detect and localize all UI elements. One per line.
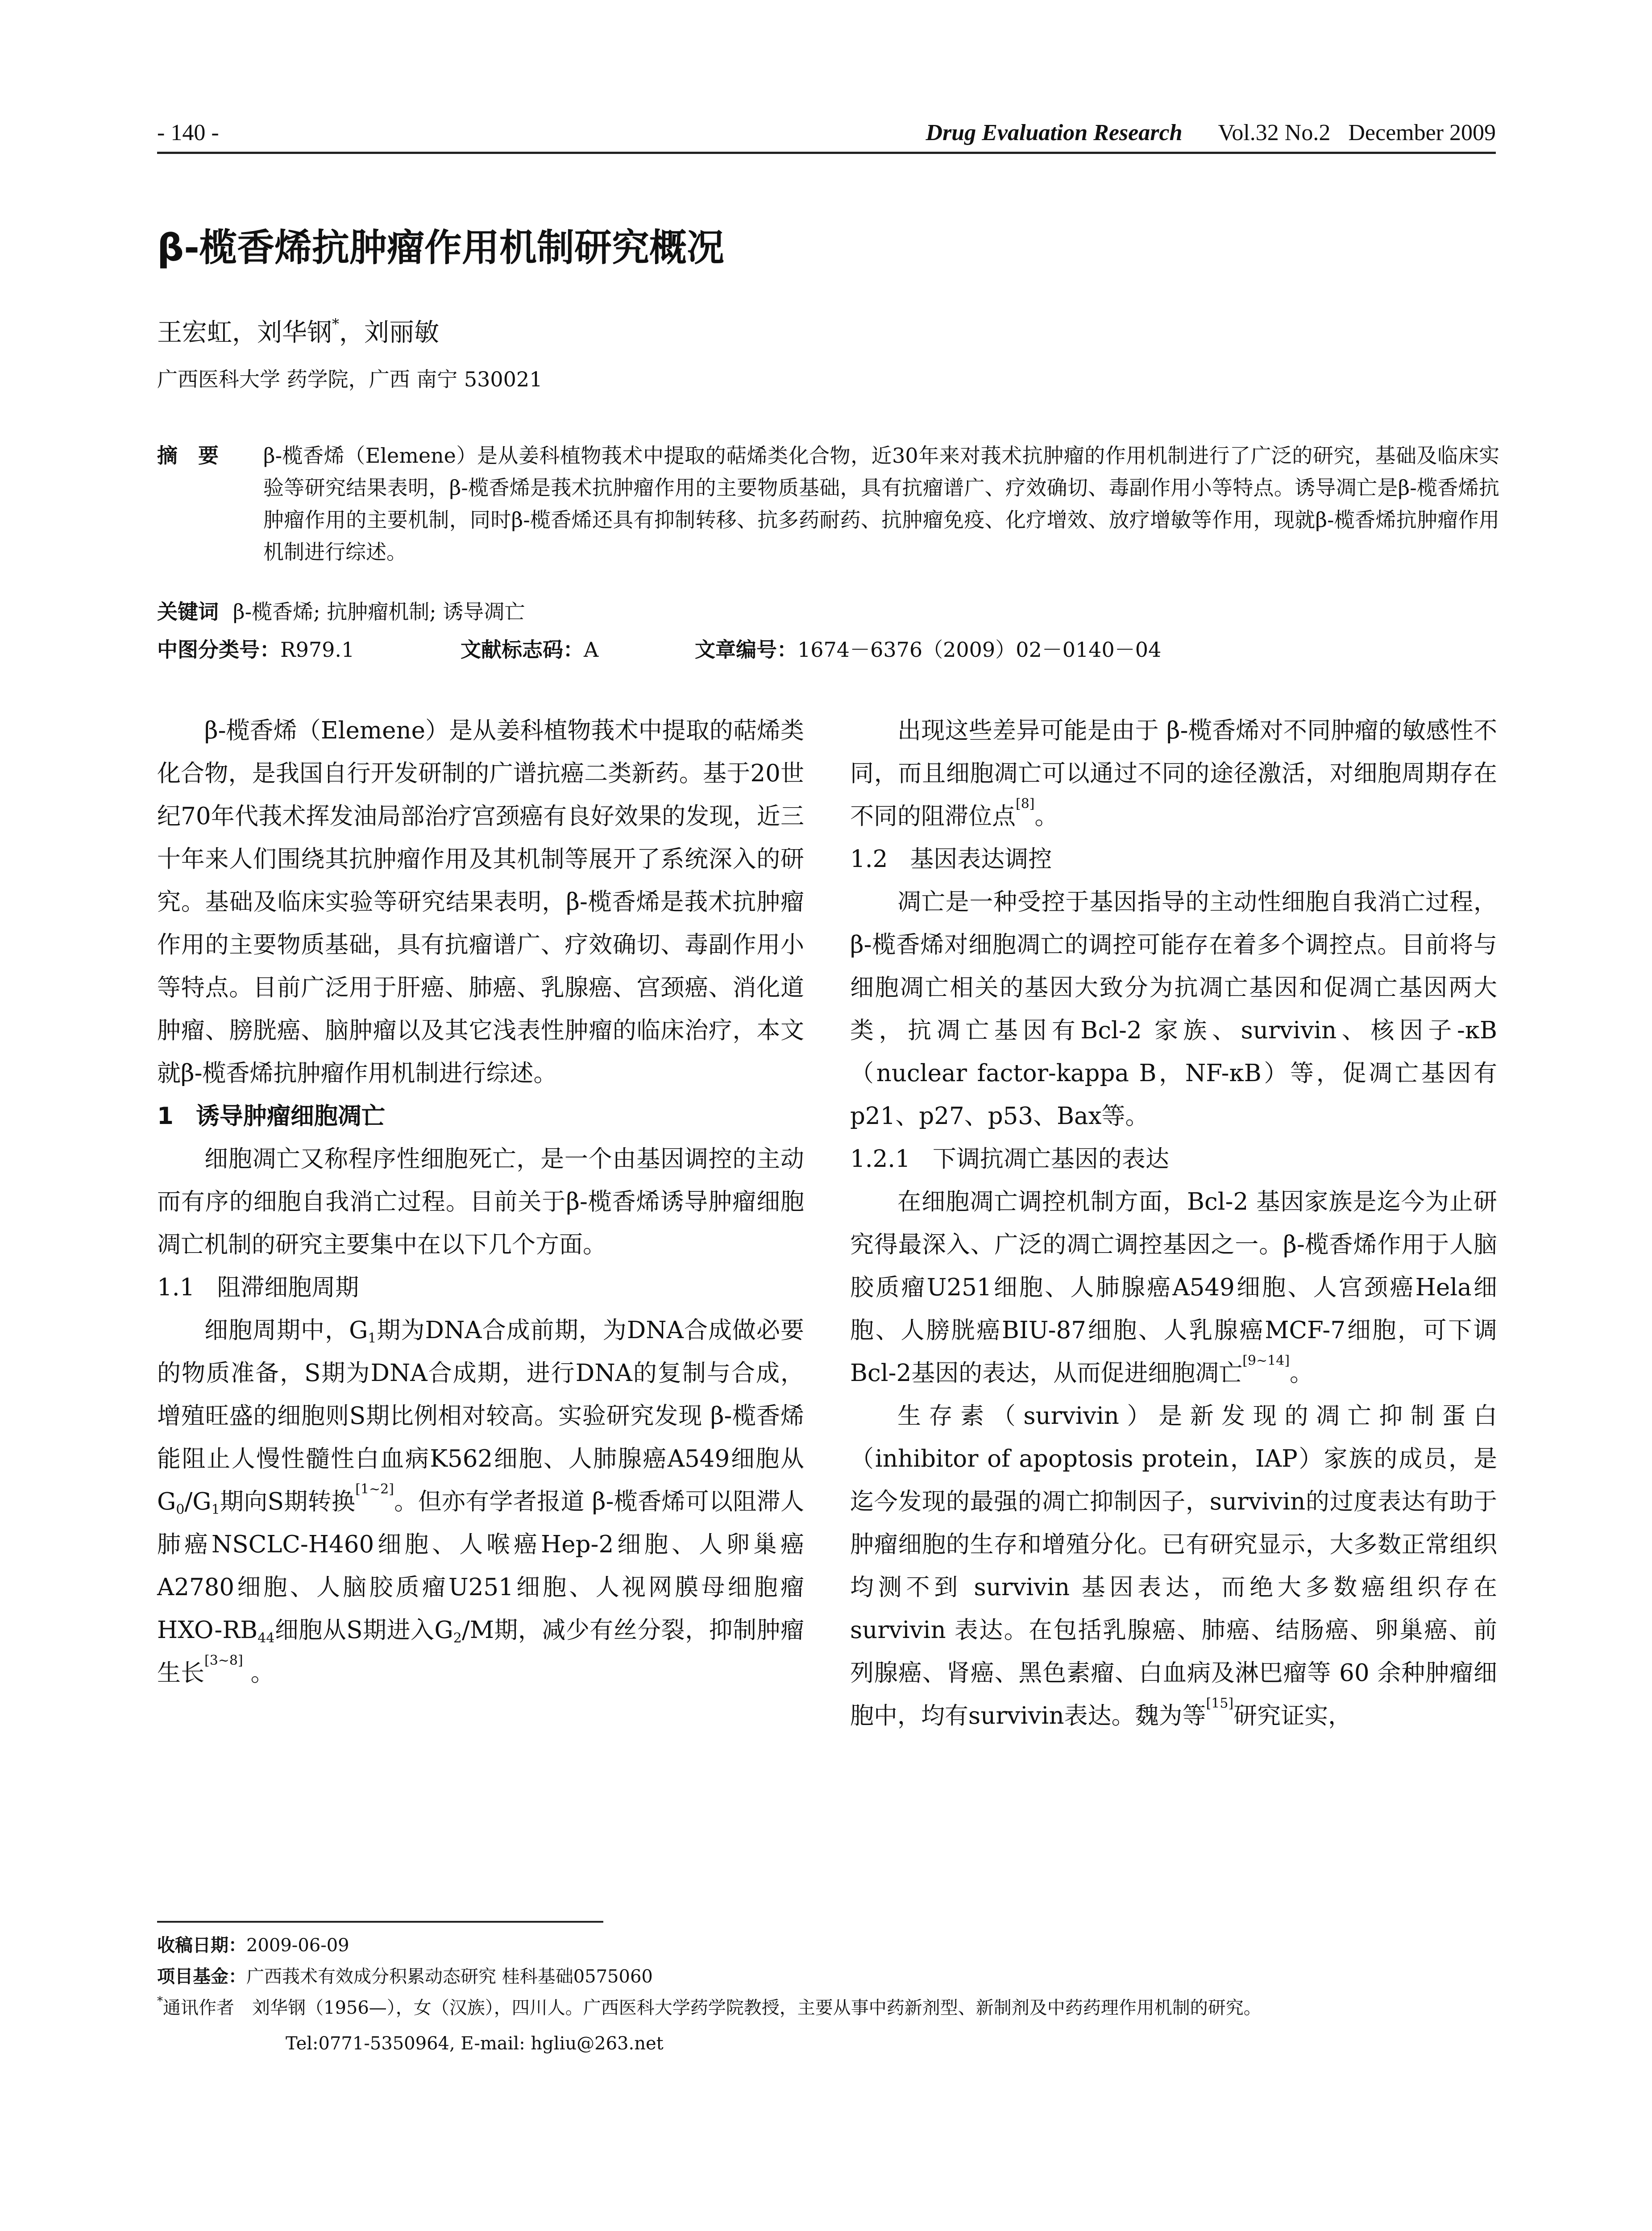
authors-rest: ，刘丽敏 — [339, 318, 439, 347]
page-number: - 140 - — [157, 120, 219, 145]
section-number: 1 — [157, 1103, 174, 1130]
text-run: 在细胞凋亡调控机制方面，Bcl-2 基因家族是迄今为止研究得最深入、广泛的凋亡调控基因之一。β-榄香烯作用于人脑胶质瘤U251细胞、人肺腺癌A549细胞、人宫颈癌Hela细胞、人膀胱癌BIU-87细胞、人乳腺癌MCF-7细胞，可下调Bcl-2基因的表达，从而促进细胞凋亡 — [850, 1188, 1497, 1387]
subsection-title: 阻滞细胞周期 — [217, 1274, 359, 1301]
body-column-left — [157, 709, 804, 1695]
art-value: 1674－6376（2009）02－0140－04 — [797, 638, 1162, 662]
subsection-number: 1.2 — [850, 846, 888, 873]
text-run: 出现这些差异可能是由于 β-榄香烯对不同肿瘤的敏感性不同，而且细胞凋亡可以通过不同的途径激活，对细胞周期存在不同的阻滞位点 — [850, 717, 1497, 830]
corresponding-mark: * — [157, 1995, 163, 2008]
cell-cycle-paragraph — [157, 1309, 804, 1695]
fund-label: 项目基金： — [157, 1966, 246, 1987]
subscript: 1 — [211, 1502, 220, 1518]
text-run: /M期，减少有丝分裂，抑制肿瘤生长 — [157, 1617, 805, 1687]
citation: [3~8] — [204, 1653, 243, 1668]
text-run: /G — [184, 1488, 212, 1515]
authors-primary: 王宏虹，刘华钢 — [157, 318, 332, 347]
header-rule — [157, 152, 1496, 154]
gene-regulation-paragraph: 凋亡是一种受控于基因指导的主动性细胞自我消亡过程，β-榄香烯对细胞凋亡的调控可能存在着多个调控点。目前将与细胞凋亡相关的基因大致分为抗凋亡基因和促凋亡基因两大类，抗凋亡基因有Bcl-2 家族、survivin、核因子-κB（nuclear factor-kappa B，NF-κB）等，促凋亡基因有p21、p27、p53、Bax等。 — [850, 888, 1497, 1130]
survivin-paragraph — [850, 1395, 1497, 1738]
fund-text: 广西莪术有效成分积累动态研究 桂科基础0575060 — [246, 1966, 653, 1987]
subsection-heading-1-1 — [157, 1266, 804, 1309]
subscript: 44 — [257, 1630, 275, 1646]
journal-date: December 2009 — [1348, 120, 1496, 145]
section-heading-1 — [157, 1095, 804, 1138]
journal-name: Drug Evaluation Research — [926, 120, 1183, 145]
subsection-title: 下调抗凋亡基因的表达 — [932, 1145, 1169, 1173]
clc-label: 中图分类号： — [157, 638, 280, 662]
footnote-contact: Tel:0771-5350964, E-mail: hgliu@263.net — [286, 2033, 664, 2054]
document-code — [461, 634, 598, 666]
text-run: 细胞从S期进入G — [274, 1617, 453, 1644]
subsection-title: 基因表达调控 — [910, 846, 1052, 873]
text-run: 期为DNA合成前期，为DNA合成做必要的物质准备，S期为DNA合成期，进行DNA的复制与合成，增殖旺盛的细胞则S期比例相对较高。实验研究发现 β-榄香烯能阻止人慢性髓性白血病K562细胞、人肺腺癌A549细胞从G — [157, 1317, 804, 1515]
keywords-text: β-榄香烯; 抗肿瘤机制; 诱导凋亡 — [233, 600, 525, 624]
subscript: 0 — [176, 1502, 185, 1518]
doc-value: A — [584, 638, 599, 662]
corresponding-mark: * — [332, 315, 339, 332]
text-run: 。但亦有学者报道 β-榄香烯可以阻滞人肺癌NSCLC-H460细胞、人喉癌Hep-2细胞、人卵巢癌A2780细胞、人脑胶质瘤U251细胞、人视网膜母细胞瘤HXO-RB — [157, 1488, 804, 1644]
article-number — [695, 634, 1161, 666]
subscript: 2 — [453, 1630, 462, 1646]
citation: [9~14] — [1242, 1353, 1290, 1368]
doc-label: 文献标志码： — [461, 638, 584, 662]
body-column-right — [850, 709, 1497, 1738]
text-run: 。 — [243, 1659, 274, 1687]
subsection-number: 1.1 — [157, 1274, 195, 1301]
corr-label: 通讯作者 — [163, 1998, 234, 2018]
subscript: 1 — [368, 1331, 377, 1346]
keywords — [157, 596, 525, 628]
text-run: 期向S期转换 — [220, 1488, 356, 1515]
footnote-received — [157, 1932, 349, 1959]
journal-info — [926, 120, 1496, 146]
differences-paragraph — [850, 709, 1497, 838]
affiliation: 广西医科大学 药学院，广西 南宁 530021 — [157, 367, 543, 391]
clc-number — [157, 634, 354, 666]
intro-paragraph: β-榄香烯（Elemene）是从姜科植物莪术中提取的萜烯类化合物，是我国自行开发研制的广谱抗癌二类新药。基于20世纪70年代莪术挥发油局部治疗宫颈癌有良好效果的发现，近三十年来人们围绕其抗肿瘤作用及其机制等展开了系统深入的研究。基础及临床实验等研究结果表明，β-榄香烯是莪术抗肿瘤作用的主要物质基础，具有抗瘤谱广、疗效确切、毒副作用小等特点。目前广泛用于肝癌、肺癌、乳腺癌、宫颈癌、消化道肿瘤、膀胱癌、脑肿瘤以及其它浅表性肿瘤的临床治疗，本文就β-榄香烯抗肿瘤作用机制进行综述。 — [157, 717, 804, 1087]
text-run: 。 — [1290, 1360, 1314, 1387]
text-run: 生存素（survivin）是新发现的凋亡抑制蛋白（inhibitor of apoptosis protein，IAP）家族的成员，是迄今发现的最强的凋亡抑制因子，survivin的过度表达有助于肿瘤细胞的生存和增殖分化。已有研究显示，大多数正常组织均测不到 survivin 基因表达，而绝大多数癌组织存在survivin 表达。在包括乳腺癌、肺癌、结肠癌、卵巢癌、前列腺癌、肾癌、黑色素瘤、白血病及淋巴瘤等 60 余种肿瘤细胞中，均有survivin表达。魏为等 — [850, 1402, 1497, 1729]
footnote-rule — [157, 1921, 603, 1923]
footnote-fund — [157, 1963, 653, 1990]
received-label: 收稿日期： — [157, 1935, 246, 1956]
section-title: 诱导肿瘤细胞凋亡 — [195, 1103, 385, 1130]
art-label: 文章编号： — [695, 638, 797, 662]
subsection-heading-1-2 — [850, 838, 1497, 881]
journal-volume: Vol.32 No.2 — [1218, 120, 1331, 145]
text-run: 。 — [1034, 803, 1058, 830]
subsection-heading-1-2-1 — [850, 1138, 1497, 1181]
abstract-text: β-榄香烯（Elemene）是从姜科植物莪术中提取的萜烯类化合物，近30年来对莪术抗肿瘤的作用机制进行了广泛的研究，基础及临床实验等研究结果表明，β-榄香烯是莪术抗肿瘤作用的主要物质基础，具有抗瘤谱广、疗效确切、毒副作用小等特点。诱导凋亡是β-榄香烯抗肿瘤作用的主要机制，同时β-榄香烯还具有抑制转移、抗多药耐药、抗肿瘤免疫、化疗增效、放疗增敏等作用，现就β-榄香烯抗肿瘤作用机制进行综述。 — [263, 444, 1499, 564]
citation: [15] — [1206, 1696, 1234, 1711]
author-list — [157, 315, 439, 351]
received-date: 2009-06-09 — [246, 1935, 349, 1956]
text-run: 细胞周期中，G — [204, 1317, 368, 1344]
clc-value: R979.1 — [280, 638, 355, 662]
footnote-correspondence — [157, 1995, 1262, 2021]
citation: [1~2] — [355, 1481, 394, 1497]
text-run: 研究证实， — [1233, 1702, 1352, 1729]
article-title: β-榄香烯抗肿瘤作用机制研究概况 — [157, 226, 724, 270]
subsection-number: 1.2.1 — [850, 1145, 910, 1173]
bcl2-paragraph — [850, 1181, 1497, 1395]
section1-paragraph: 细胞凋亡又称程序性细胞死亡，是一个由基因调控的主动而有序的细胞自我消亡过程。目前关于β-榄香烯诱导肿瘤细胞凋亡机制的研究主要集中在以下几个方面。 — [157, 1145, 804, 1258]
abstract-label: 摘要 — [157, 444, 239, 468]
running-header — [157, 120, 1496, 146]
citation: [8] — [1016, 796, 1035, 812]
keywords-label: 关键词 — [157, 600, 219, 624]
corr-text: 刘华钢（1956—），女（汉族），四川人。广西医科大学药学院教授，主要从事中药新剂型、新制剂及中药药理作用机制的研究。 — [252, 1998, 1262, 2018]
